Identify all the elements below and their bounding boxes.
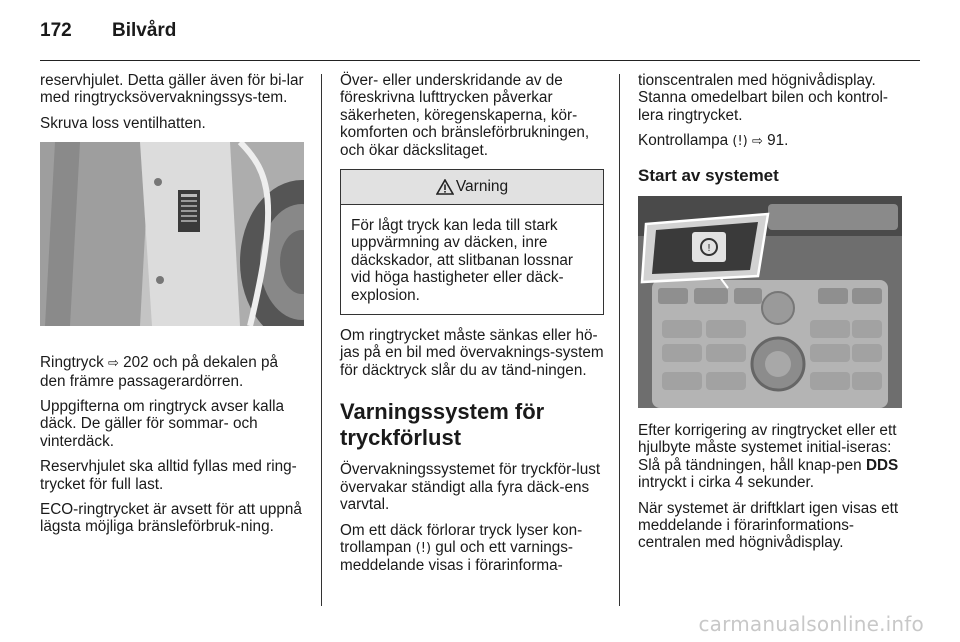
col3-paragraph-4: När systemet är driftklart igen visas ett meddelande i förarinformations-centralen med högnivådisplay. [638,499,899,552]
page-number: 172 [40,20,72,41]
column-3 [638,72,902,560]
warning-text: För lågt tryck kan leda till stark uppvärmning av däcken, inre däckskador, att slitbanan lossnar vid höga hastigheter eller däck-explosion. [351,217,573,304]
reference-arrow-icon: ⇨ [108,356,119,372]
column-1 [40,72,304,544]
reference-arrow-icon: ⇨ [752,134,763,150]
col2-paragraph-1: Över- eller underskridande av de föreskrivna lufttrycken påverkar säkerheten, köregenskaperna, kör-komforten och bränsleförbrukningen, och ökar däckslitaget. [340,72,590,159]
col2-paragraph-4: Om ett däck förlorar tryck lyser kon-trollampan (!) gul och ett varnings-meddelande visas i förarinforma- [340,521,583,575]
page-reference-91[interactable]: 91. [767,132,789,150]
warning-title: Varning [455,178,509,196]
col1-paragraph-4: Uppgifterna om ringtryck avser kalla däck. De gäller för sommar- och vinterdäck. [40,398,284,450]
col1-paragraph-6: ECO-ringtrycket är avsett för att uppnå lägsta möjliga bränsleförbruk-ning. [40,501,302,536]
svg-text:!: ! [706,243,712,255]
subheading: Start av systemet [638,165,779,185]
center-console-illustration [638,196,902,408]
page-title: Bilvård [112,20,177,41]
warning-header [341,170,603,205]
warning-box [340,169,604,315]
section-heading: Varningssystem för tryckförlust [340,399,545,451]
page-header [40,20,176,48]
column-divider-1 [321,74,322,606]
col1-paragraph-2: Skruva loss ventilhatten. [40,114,206,132]
col1-paragraph-5: Reservhjulet ska alltid fyllas med ring-trycket för full last. [40,458,297,493]
tire-pressure-lamp-icon: (!) [732,134,748,150]
tire-pressure-lamp-icon: (!) [415,540,432,556]
dds-label: DDS [865,456,899,474]
col1-paragraph-3: Ringtryck ⇨ 202 och på dekalen på den främre passagerardörren. [40,354,278,390]
col3-paragraph-2: Kontrollampa (!) ⇨ 91. [638,132,789,150]
header-rule [40,60,920,61]
dds-button-photo [638,196,902,408]
page-reference-202[interactable]: 202 [123,354,149,372]
col2-paragraph-3: Övervakningssystemet för tryckför-lust övervakar ständigt alla fyra däck-ens varvtal. [340,461,601,514]
warning-triangle-icon [436,179,454,195]
column-divider-2 [619,74,620,606]
door-decal-illustration [40,142,304,326]
col2-paragraph-2: Om ringtrycket måste sänkas eller hö-jas på en bil med övervaknings-system för däcktryck slår du av tänd-ningen. [340,327,604,379]
door-decal-photo [40,142,304,326]
column-2 [340,72,604,583]
col1-paragraph-1: reservhjulet. Detta gäller även för bi-lar med ringtrycksövervakningssys-tem. [40,72,304,107]
col3-paragraph-1: tionscentralen med högnivådisplay. Stanna omedelbart bilen och kontrol-lera ringtrycket. [638,72,889,124]
watermark: carmanualsonline.info [698,612,924,636]
col3-paragraph-3: Efter korrigering av ringtrycket eller ett hjulbyte måste systemet initial-iseras: Slå på tändningen, håll knap-pen DDS intryckt i cirka 4 sekunder. [638,422,899,492]
